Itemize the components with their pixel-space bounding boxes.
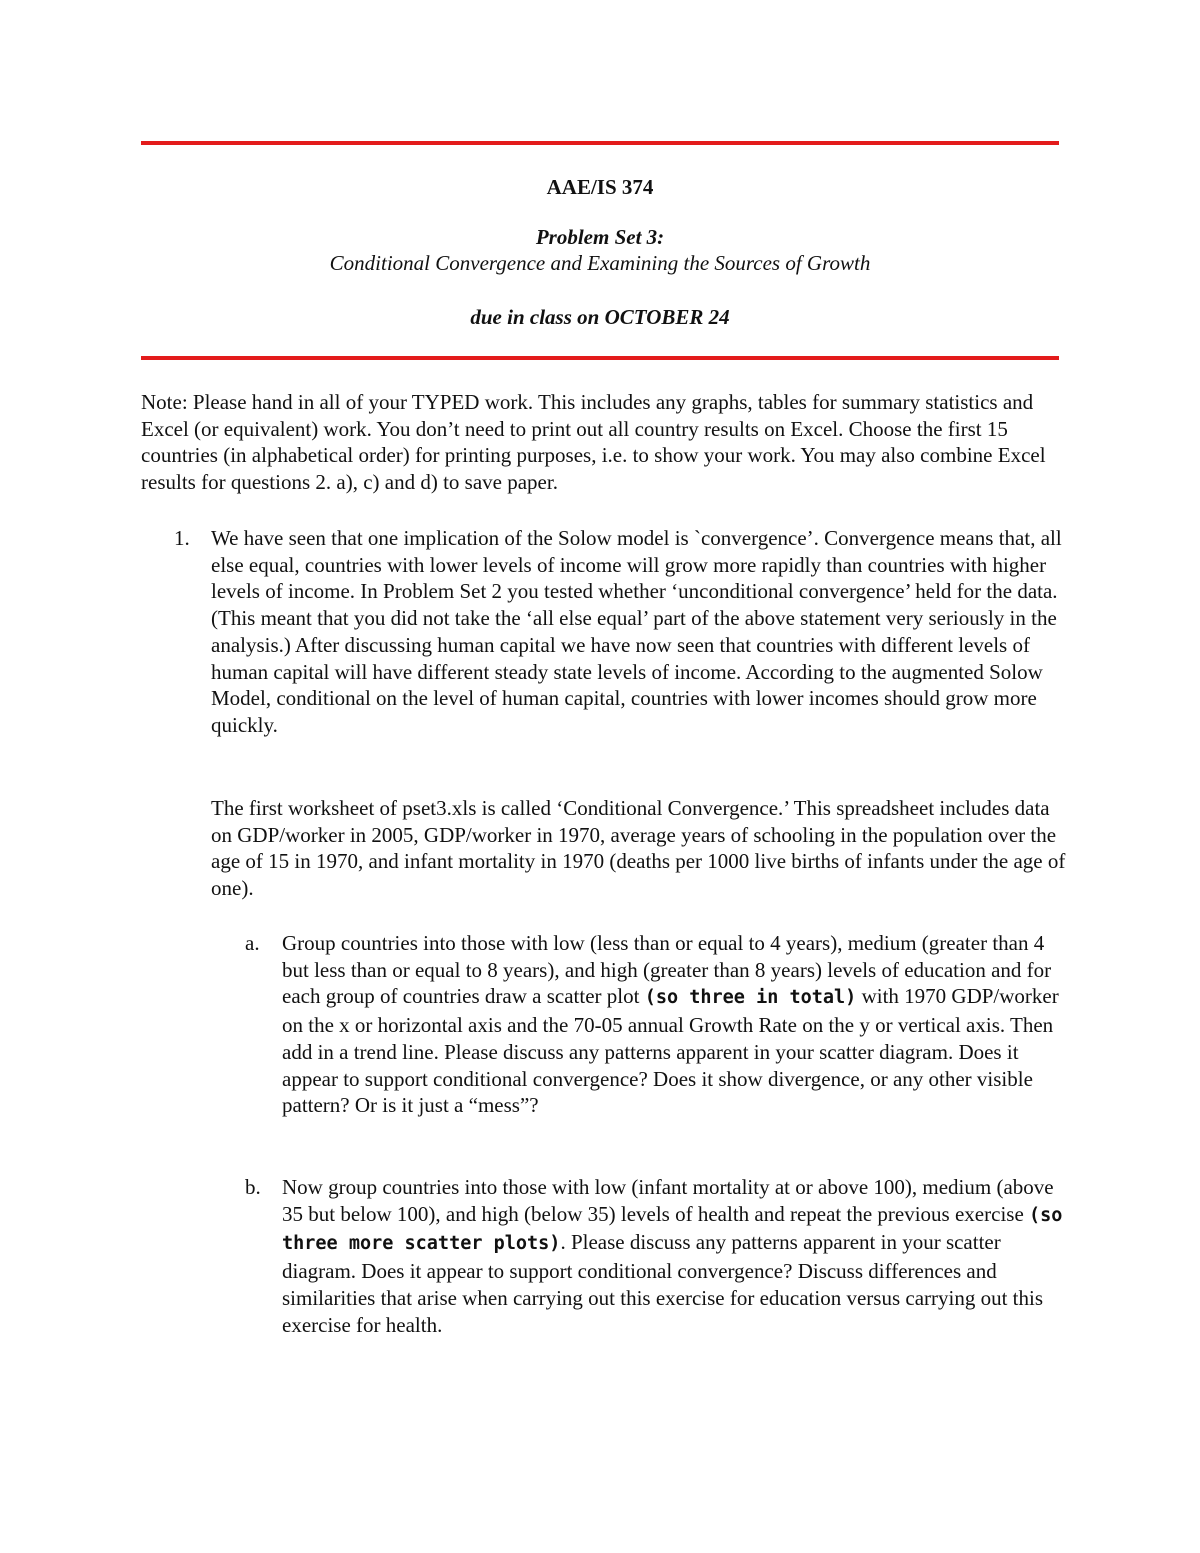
part-b-emphasis: (so three more scatter plots) — [282, 1204, 1063, 1255]
part-b-text-start: Now group countries into those with low (infant mortality at or above 100), medium (above 35 but below 100), and high (below 35) levels of health and repeat the previous exercise — [282, 1175, 1054, 1226]
problem-set-subtitle: Conditional Convergence and Examining the Sources of Growth — [329, 251, 871, 275]
question-1-intro: We have seen that one implication of the Solow model is `convergence’. Convergence means that, all else equal, countries with lower levels of income will grow more rapidly than countries with higher levels of income. In Problem Set 2 you tested whether ‘unconditional convergence’ held for the data. (This meant that you did not take the ‘all else equal’ part of the above statement very seriously in the analysis.) After discussing human capital we have now seen that countries with different levels of human capital will have different steady state levels of income. According to the augmented Solow Model, conditional on the level of human capital, countries with lower incomes should grow more quickly. — [211, 526, 1062, 737]
question-1-worksheet-description: The first worksheet of pset3.xls is called ‘Conditional Convergence.’ This spreadsheet includes data on GDP/worker in 2005, GDP/worker in 1970, average years of schooling in the population over the age of 15 in 1970, and infant mortality in 1970 (deaths per 1000 live births of infants under the age of one). — [211, 796, 1066, 901]
part-a-text — [282, 930, 1072, 1119]
submission-note: Note: Please hand in all of your TYPED work. This includes any graphs, tables for summary statistics and Excel (or equivalent) work. You don’t need to print out all country results on Excel. Choose the first 15 countries (in alphabetical order) for printing purposes, i.e. to show your work. You may also combine Excel results for questions 2. a), c) and d) to save paper. — [141, 390, 1046, 495]
header-bottom-rule — [141, 356, 1059, 360]
part-a-text-start: Group countries into those with low (less than or equal to 4 years), medium (greater than 4 but less than or equal to 8 years), and high (greater than 8 years) levels of education and for each group of countries draw a scatter plot — [282, 931, 1052, 1009]
question-1-number: 1. — [174, 526, 190, 550]
problem-set-title: Problem Set 3: — [535, 225, 665, 249]
part-a-text-end: with 1970 GDP/worker on the x or horizontal axis and the 70-05 annual Growth Rate on the y or vertical axis. Then add in a trend line. Please discuss any patterns apparent in your scatter diagram. Does it appear to support conditional convergence? Does it show divergence, or any other visible pattern? Or is it just a “mess”? — [282, 984, 1059, 1118]
part-a-marker: a. — [245, 931, 260, 955]
due-date: due in class on OCTOBER 24 — [470, 305, 730, 329]
part-a-emphasis: (so three in total) — [644, 987, 857, 1009]
part-b-text — [282, 1174, 1072, 1338]
header-top-rule — [141, 141, 1059, 145]
part-b-text-end: . Please discuss any patterns apparent in your scatter diagram. Does it appear to support conditional convergence? Discuss differences and similarities that arise when carrying out this exercise for education versus carrying out this exercise for health. — [282, 1230, 1044, 1337]
course-code: AAE/IS 374 — [546, 175, 654, 199]
part-b-marker: b. — [245, 1175, 261, 1199]
